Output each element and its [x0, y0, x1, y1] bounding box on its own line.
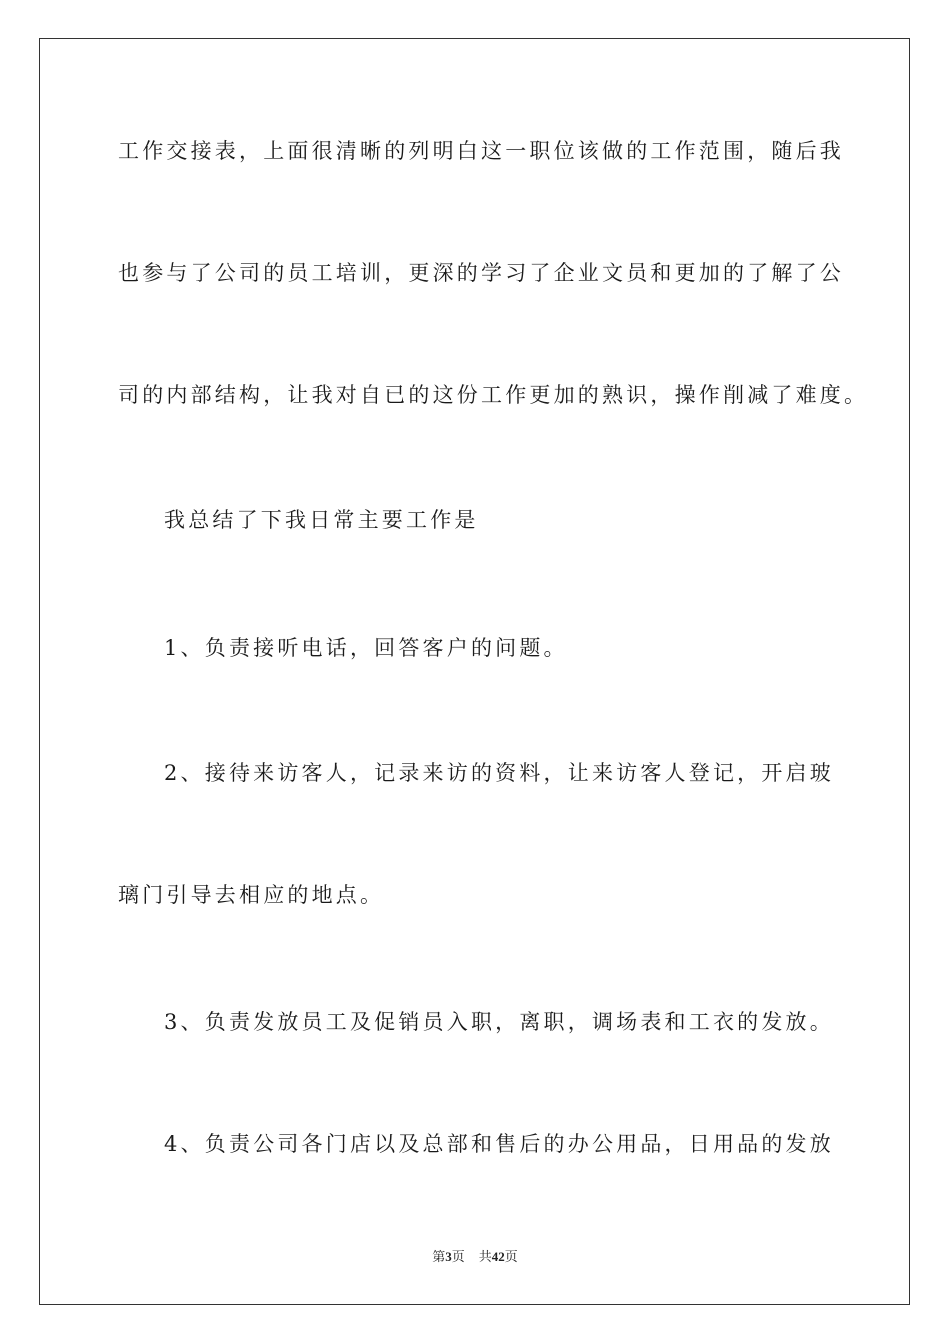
list-item-4: 4、负责公司各门店以及总部和售后的办公用品，日用品的发放 — [164, 1132, 834, 1156]
list-item-1: 1、负责接听电话，回答客户的问题。 — [164, 636, 568, 660]
paragraph-line: 也参与了公司的员工培训，更深的学习了企业文员和更加的了解了公 — [118, 261, 844, 285]
page-footer — [0, 1246, 950, 1265]
total-suffix: 页 — [504, 1249, 518, 1264]
paragraph-line: 司的内部结构，让我对自已的这份工作更加的熟识，操作削减了难度。 — [118, 383, 869, 407]
paragraph-line: 工作交接表，上面很清晰的列明白这一职位该做的工作范围，随后我 — [118, 139, 844, 163]
paragraph-line: 我总结了下我日常主要工作是 — [164, 508, 479, 532]
total-pages: 42 — [491, 1249, 505, 1264]
page-number: 3 — [445, 1249, 452, 1264]
total-prefix: 共 — [478, 1249, 492, 1264]
page-border — [39, 38, 910, 1305]
page-suffix: 页 — [451, 1249, 465, 1264]
page-prefix: 第 — [432, 1249, 446, 1264]
list-item-2: 2、接待来访客人，记录来访的资料，让来访客人登记，开启玻 — [164, 761, 834, 785]
list-item-2-continued: 璃门引导去相应的地点。 — [118, 883, 385, 907]
list-item-3: 3、负责发放员工及促销员入职，离职，调场表和工衣的发放。 — [164, 1010, 834, 1034]
